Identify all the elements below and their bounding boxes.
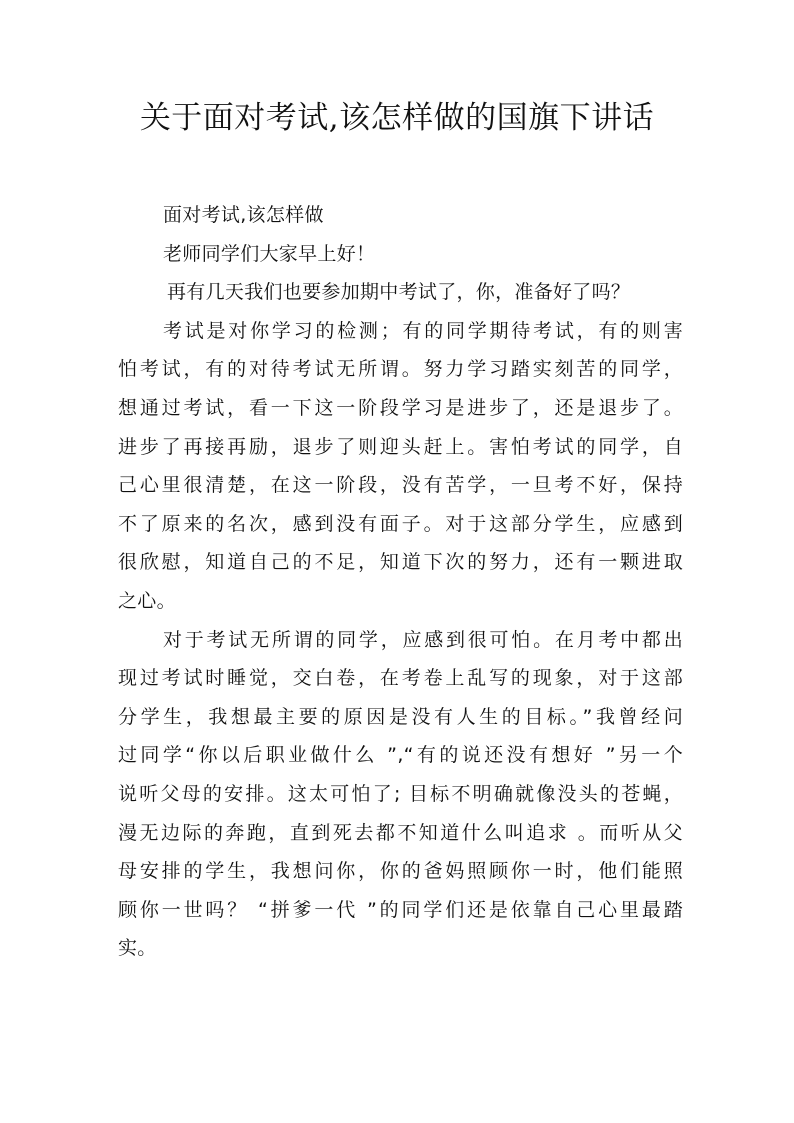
paragraph-line: 漫无边际的奔跑，直到死去都不知道什么叫追求 。而听从父 bbox=[118, 821, 683, 844]
greeting-line: 老师同学们大家早上好！ bbox=[163, 242, 376, 265]
paragraph-line: 之心。 bbox=[118, 589, 176, 612]
paragraph-line: 考试是对你学习的检测；有的同学期待考试，有的则害 bbox=[163, 319, 683, 342]
paragraph-line: 过同学“你以后职业做什么 ”,“有的说还没有想好 ”另一个 bbox=[118, 744, 683, 767]
paragraph-line: 实。 bbox=[118, 937, 157, 960]
document-body bbox=[118, 196, 683, 968]
paragraph-line: 不了原来的名次，感到没有面子。对于这部分学生，应感到 bbox=[118, 512, 683, 535]
paragraph-line: 想通过考试，看一下这一阶段学习是进步了，还是退步了。 bbox=[118, 396, 683, 419]
paragraph-line: 很欣慰，知道自己的不足，知道下次的努力，还有一颗进取 bbox=[118, 551, 683, 574]
paragraph-line: 怕考试，有的对待考试无所谓。努力学习踏实刻苦的同学， bbox=[118, 358, 683, 381]
paragraph-line: 分学生，我想最主要的原因是没有人生的目标。”我曾经问 bbox=[118, 705, 683, 728]
paragraph-line: 顾你一世吗？ “拼爹一代 ”的同学们还是依靠自己心里最踏 bbox=[118, 898, 683, 921]
paragraph-line: 进步了再接再励，退步了则迎头赶上。害怕考试的同学，自 bbox=[118, 435, 683, 458]
subtitle-line: 面对考试,该怎样做 bbox=[163, 204, 324, 226]
document-title: 关于面对考试,该怎样做的国旗下讲话 bbox=[139, 100, 655, 136]
paragraph-line: 再有几天我们也要参加期中考试了，你，准备好了吗？ bbox=[167, 281, 631, 304]
paragraph-line: 母安排的学生，我想问你，你的爸妈照顾你一时，他们能照 bbox=[118, 860, 683, 883]
paragraph-line: 说听父母的安排。这太可怕了; 目标不明确就像没头的苍蝇， bbox=[118, 782, 683, 805]
paragraph-line: 己心里很清楚，在这一阶段，没有苦学，一旦考不好，保持 bbox=[118, 474, 683, 497]
paragraph-line: 对于考试无所谓的同学，应感到很可怕。在月考中都出 bbox=[163, 628, 683, 651]
paragraph-line: 现过考试时睡觉，交白卷，在考卷上乱写的现象，对于这部 bbox=[118, 667, 683, 690]
